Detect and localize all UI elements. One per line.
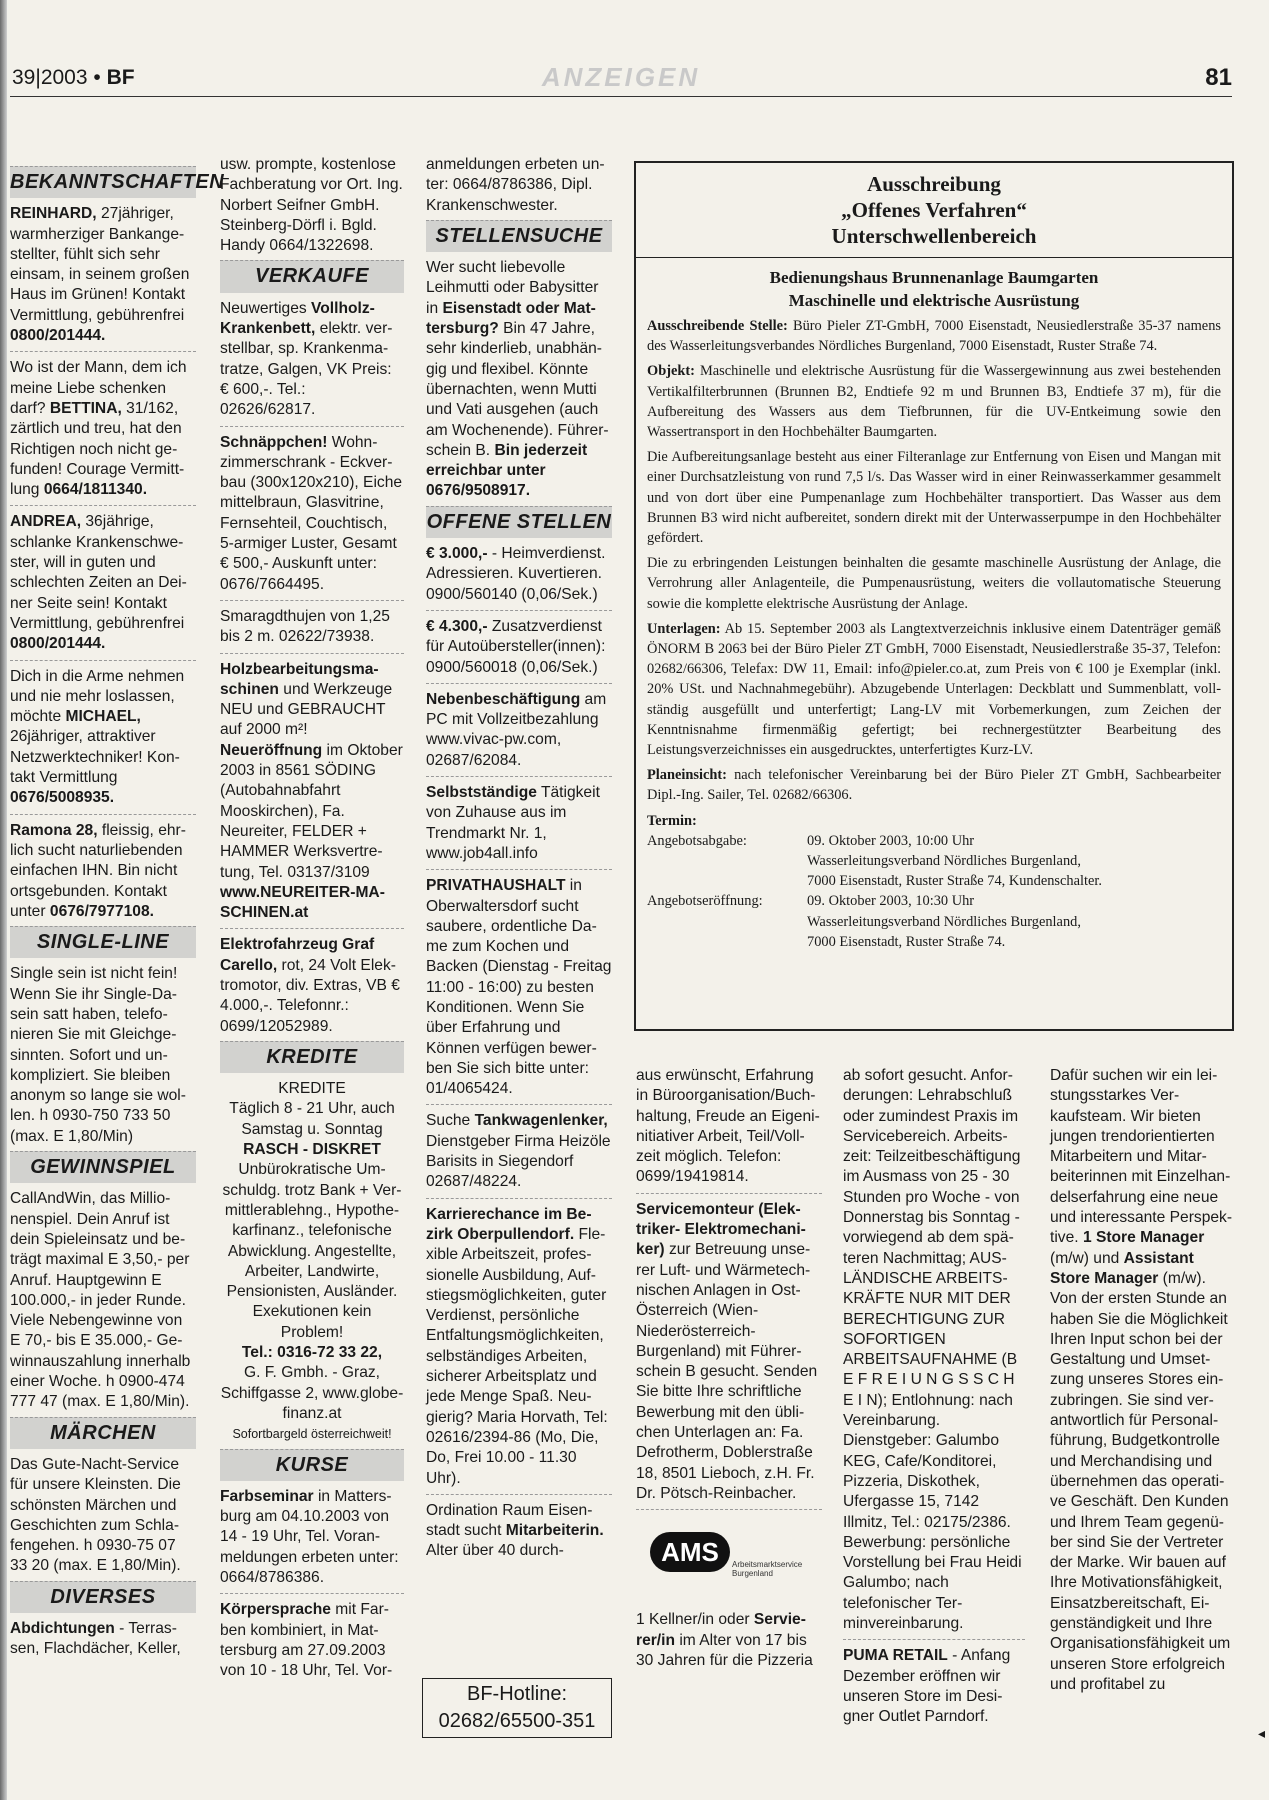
category-bekanntschaften: BEKANNTSCHAFTEN	[10, 166, 196, 198]
list-item: Körpersprache mit Farben kombiniert, in Mattersburg am 27.09.2003 von 10 - 18 Uhr, Tel. Vor-	[220, 1601, 393, 1680]
list-item: Holzbearbeitungsmaschinen und Werkzeuge NEU und GEBRAUCHT auf 2000 m²! Neueröffnung im Oktober 2003 in 8561 SÖDING (Autobahnabfahrt Mooskirchen), Fa. Neureiter, FELDER + HAMMER Werksvertretung, Tel. 03137/3109 www.NEUREITER-MASCHINEN.at	[220, 660, 403, 922]
divider	[220, 426, 404, 427]
divider	[220, 1593, 404, 1594]
list-item: Wo ist der Mann, dem ich meine Liebe schenken darf? BETTINA, 31/162, zärtlich und treu, hat den Richtigen noch nicht gefunden! Courage Vermittlung 0664/1811340.	[10, 359, 187, 499]
category-maerchen: MÄRCHEN	[10, 1417, 196, 1449]
list-item: Elektrofahrzeug Graf Carello, rot, 24 Volt Elektromotor, div. Extras, VB € 4.000,-. Telefonnr.: 0699/12052989.	[220, 936, 400, 1035]
column-5	[843, 1066, 1025, 1732]
list-item: € 4.300,- Zusatzverdienst für Autoübersteller(innen): 0900/560018 (0,06/Sek.)	[426, 617, 606, 676]
category-gewinnspiel: GEWINNSPIEL	[10, 1151, 196, 1183]
credit-ad: KREDITE Täglich 8 - 21 Uhr, auch Samstag u. Sonntag RASCH - DISKRET Unbürokratische Umschuldg. trotz Bank + Vermittlerablehng., Hypothekarfinanz., telefonische Abwicklung. Angestellte, Arbeiter, Landwirte, Pensionisten, Ausländer. Exekutionen kein Problem! Tel.: 0316-72 33 22, G. F. Gmbh. - Graz, Schiffgasse 2, www.globe-finanz.at Sofortbargeld österreichweit!	[220, 1080, 404, 1442]
list-item: Wer sucht liebevolle Leihmutti oder Babysitter in Eisenstadt oder Mattersburg? Bin 47 Jahre, sehr kinderlieb, unabhängig und flexibel. Könnte übernachten, wenn Mutti und Vati ausgehen (auch am Wochenende). Führerschein B. Bin jederzeit erreichbar unter 0676/9508917.	[426, 259, 609, 500]
hotline-box: BF-Hotline: 02682/65500-351	[422, 1678, 612, 1738]
divider	[426, 1198, 612, 1199]
notice-paragraph: Planeinsicht: nach telefonischer Vereinbarung bei der Büro Pieler ZT GmbH, Sachbearbeiter Dipl.-Ing. Sailer, Tel. 02682/66306.	[647, 767, 1221, 804]
divider	[426, 683, 612, 684]
list-item: Schnäppchen! Wohnzimmerschrank - Eckverbau (300x120x210), Eiche mittelbraun, Glasvitrine, Fernsehteil, Couchtisch, 5-armiger Luster, Gesamt € 500,- Auskunft unter: 0676/7664495.	[220, 433, 403, 593]
page-number: 81	[1205, 64, 1232, 91]
issue-label: 39|2003 • BF	[12, 66, 135, 89]
list-item: Neuwertiges Vollholz-Krankenbett, elektr. verstellbar, sp. Krankenmatratze, Galgen, VK Preis: € 600,-. Tel.: 02626/62817.	[220, 299, 393, 419]
divider	[843, 1639, 1025, 1640]
category-diverses: DIVERSES	[10, 1581, 196, 1613]
list-item: Farbseminar in Mattersburg am 04.10.2003 von 14 - 19 Uhr, Tel. Voranmeldungen erbeten unter: 0664/8786386.	[220, 1487, 399, 1586]
column-4	[636, 1066, 822, 1675]
list-item: Selbstständige Tätigkeit von Zuhause aus im Trendmarkt Nr. 1, www.job4all.info	[426, 784, 600, 862]
category-kurse: KURSE	[220, 1449, 404, 1481]
notice-paragraph: Ausschreibende Stelle: Büro Pieler ZT-GmbH, 7000 Eisenstadt, Neusiedlerstraße 35-37 namens des Wasserleitungsverbandes Nördliches Burgenland, 7000 Eisenstadt, Ruster Straße 74.	[647, 318, 1221, 355]
list-item: € 3.000,- - Heimverdienst. Adressieren. Kuvertieren. 0900/560140 (0,06/Sek.)	[426, 545, 606, 603]
tender-notice: Ausschreibung „Offenes Verfahren“ Unterschwellenbereich Bedienungshaus Brunnenanlage Baumgarten Maschinelle und elektrische Ausrüstung Ausschreibende Stelle: Büro Pieler ZT-GmbH, 7000 Eisenstadt, Neusiedlerstraße 35-37 namens des Wasserleitungsverbandes Nördliches Burgenland, 7000 Eisenstadt, Ruster Straße 74. Objekt: Maschinelle und elektrische Ausrüstung für die Wassergewinnung aus zwei bestehenden Vertikalfilterbrunnen (Brunnen B2, Endtiefe 92 m und Brunnen B3, Endtiefe 37 m), für die Aufbereitung des Wassers aus dem Tiefbrunnen, für die UV-Entkeimung sowie den Wassertransport in den Hochbehälter Baumgarten. Die Aufbereitungsanlage besteht aus einer Filteranlage zur Entfernung von Eisen und Mangan mit einer Durchsatzleistung von rund 7,5 l/s. Das Wasser wird in einer Reinwasserkammer gesammelt und von dort über eine Pumpenanlage zum Hochbehälter transportiert. Das Wasser aus dem Brunnen B3 wird nicht aufbereitet, sondern direkt mit der Unterwasserpumpe in den Hochbehälter gefördert. Die zu erbringenden Leistungen beinhalten die gesamte maschinelle Ausrüstung der Anlage, die Verrohrung aller Anlagenteile, die Pumpenausrüstung, weiters die vollautomatische Steuerung sowie die komplette elektrische Ausrüstung der Anlage. Unterlagen: Ab 15. September 2003 als Langtextverzeichnis inklusive einem Datenträger gemäß ÖNORM B 2063 bei der Büro Pieler ZT GmbH, 7000 Eisenstadt, Neusiedlerstraße 35-37, Telefon: 02682/66306, Telefax: DW 11, Email: info@pieler.co.at, zum Preis von € 100 je Exemplar (inkl. 20% USt. und Nachnahmegebühr). Abzugebende Unterlagen: Deckblatt und Summenblatt, vollständig ausgefüllt und unterfertigt; Lang-LV mit Vorbemerkungen, zum Zeichen der Kenntnisnahme firmenmäßig gefertigt; bei rechnergestützter Bearbeitung des Leistungsverzeichnisses ein ausgedrucktes, unterfertigtes Kurz-LV. Planeinsicht: nach telefonischer Vereinbarung bei der Büro Pieler ZT GmbH, Sachbearbeiter Dipl.-Ing. Sailer, Tel. 02682/66306. Termin: Angebotsabgabe: 09. Oktober 2003, 10:00 Uhr Wasserleitungsverband Nördliches Burgenland, 7000 Eisenstadt, Ruster Straße 74, Kundenschalter. Angebotseröffnung: 09. Oktober 2003, 10:30 Uhr Wasserleitungsverband Nördliches Burgenland, 7000 Eisenstadt, Ruster Straße 74.	[634, 161, 1234, 1031]
category-offene-stellen: OFFENE STELLEN	[426, 506, 612, 538]
list-item: Nebenbeschäftigung am PC mit Vollzeitbezahlung www.vivac-pw.com, 02687/62084.	[426, 690, 607, 769]
list-item: Ramona 28, fleissig, ehrlich sucht naturliebenden einfachen IHN. Bin nicht ortsgebunden. Kontakt unter 0676/7977108.	[10, 821, 186, 920]
page-edge-shadow	[0, 0, 7, 1800]
page-header	[10, 56, 1232, 97]
divider	[10, 660, 196, 661]
divider	[636, 1509, 822, 1510]
list-item: PRIVATHAUSHALT in Oberwaltersdorf sucht saubere, ordentliche Dame zum Kochen und Backen (Dienstag - Freitag 11:00 - 16:00) zu besten Konditionen. Wenn Sie über Erfahrung und Können verfügen bewerben Sie sich bitte unter: 01/4065424.	[426, 877, 612, 1098]
termin-row: Angebotsabgabe: 09. Oktober 2003, 10:00 Uhr Wasserleitungsverband Nördliches Burgenland, 7000 Eisenstadt, Ruster Straße 74, Kundenschalter.	[647, 832, 1102, 890]
notice-title: Ausschreibung	[867, 172, 1001, 196]
list-item: Dich in die Arme nehmen und nie mehr loslassen, möchte MICHAEL, 26jähriger, attraktiver Netzwerktechniker! Kontakt Vermittlung 0676/5008935.	[10, 667, 185, 807]
ams-logo: AMS Arbeitsmarktservice Burgenland	[636, 1522, 822, 1600]
column-6	[1050, 1066, 1234, 1699]
list-item: Servicemonteur (Elektriker- Elektromechaniker) zur Betreuung unserer Luft- und Wärmetechnischen Anlagen in Ost-Österreich (Wien-Niederösterreich-Burgenland) mit Führerschein B gesucht. Senden Sie bitte Ihre schriftliche Bewerbung mit den üblichen Unterlagen an: Fa. Defrotherm, Doblerstraße 18, 8501 Lieboch, z.H. Fr. Dr. Pötsch-Reinbacher.	[636, 1200, 818, 1502]
category-kredite: KREDITE	[220, 1041, 404, 1073]
category-single-line: SINGLE-LINE	[10, 926, 196, 958]
termin-label: Termin:	[647, 812, 697, 829]
column-2	[220, 155, 404, 1685]
list-item: aus erwünscht, Erfahrung in Büroorganisation/Buchhaltung, Freude an Eigeninitiativer Arbeit, Teil/Vollzeit möglich. Telefon: 0699/19419814.	[636, 1067, 820, 1186]
divider	[10, 351, 196, 352]
divider	[10, 505, 196, 506]
notice-paragraph: Die zu erbringenden Leistungen beinhalten die gesamte maschinelle Ausrüstung der Anlage, die Verrohrung aller Anlagenteile, die Pumpenausrüstung, weiters die vollautomatische Steuerung sowie die komplette elektrische Ausrüstung der Anlage.	[647, 555, 1221, 612]
divider	[10, 814, 196, 815]
notice-paragraph: Objekt: Maschinelle und elektrische Ausrüstung für die Wassergewinnung aus zwei bestehenden Vertikalfilterbrunnen (Brunnen B2, Endtiefe 92 m und Brunnen B3, Endtiefe 37 m), für die Aufbereitung des Wassers aus dem Tiefbrunnen, für die UV-Entkeimung sowie den Wassertransport in den Hochbehälter Baumgarten.	[647, 363, 1221, 441]
column-1	[10, 162, 225, 1664]
category-verkaufe: VERKAUFE	[220, 260, 404, 292]
list-item: Abdichtungen - Terrassen, Flachdächer, Keller,	[10, 1620, 181, 1658]
list-item: Smaragdthujen von 1,25 bis 2 m. 02622/73938.	[220, 607, 390, 646]
termin-row: Angebotseröffnung: 09. Oktober 2003, 10:30 Uhr Wasserleitungsverband Nördliches Burgenland, 7000 Eisenstadt, Ruster Straße 74.	[647, 893, 1081, 950]
list-item: Ordination Raum Eisenstadt sucht Mitarbeiterin. Alter über 40 durch-	[426, 1501, 604, 1560]
notice-subtitle: Bedienungshaus Brunnenanlage Baumgarten Maschinelle und elektrische Ausrüstung	[769, 268, 1099, 310]
list-item: PUMA RETAIL - Anfang Dezember eröffnen wir unseren Store im Designer Outlet Parndorf.	[843, 1647, 1011, 1726]
list-item: usw. prompte, kostenlose Fachberatung vor Ort. Ing. Norbert Seifner GmbH. Steinberg-Dörfl i. Bgld. Handy 0664/1322698.	[220, 156, 403, 255]
divider	[426, 869, 612, 870]
list-item: Karrierechance im Bezirk Oberpullendorf. Flexible Arbeitszeit, professionelle Ausbildung, Aufstiegsmöglichkeiten, guter Verdienst, persönliche Entfaltungsmöglichkeiten, selbständiges Arbeiten, sicherer Arbeitsplatz und jede Menge Spaß. Neugierig? Maria Horvath, Tel: 02616/2394-86 (Mo, Die, Do, Frei 10.00 - 11.30 Uhr).	[426, 1205, 608, 1487]
ams-logo-mark: AMS	[650, 1532, 730, 1572]
notice-paragraph: Unterlagen: Ab 15. September 2003 als Langtextverzeichnis inklusive einem Datenträger gemäß ÖNORM B 2063 bei der Büro Pieler ZT GmbH, 7000 Eisenstadt, Neusiedlerstraße 35-37, Telefon: 02682/66306, Telefax: DW 11, Email: info@pieler.co.at, zum Preis von € 100 je Exemplar (inkl. 20% USt. und Nachnahmegebühr). Abzugebende Unterlagen: Deckblatt und Summenblatt, vollständig ausgefüllt und unterfertigt; Lang-LV mit Vorbemerkungen, zum Zeichen der Kenntnisnahme firmenmäßig gefertigt; bei rechnergestützter Bearbeitung des Leistungsverzeichnisses ein ausgedrucktes, unterfertigtes Kurz-LV.	[647, 620, 1221, 759]
divider	[426, 776, 612, 777]
column-3	[426, 155, 612, 1566]
section-title: ANZEIGEN	[541, 62, 701, 92]
notice-paragraph: Die Aufbereitungsanlage besteht aus einer Filteranlage zur Entfernung von Eisen und Mangan mit einer Durchsatzleistung von rund 7,5 l/s. Das Wasser wird in einer Reinwasserkammer gesammelt und von dort über eine Pumpenanlage zum Hochbehälter transportiert. Das Wasser aus dem Brunnen B3 wird nicht aufbereitet, sondern direkt mit der Unterwasserpumpe in den Hochbehälter gefördert.	[647, 449, 1221, 547]
list-item: 1 Kellner/in oder Servierer/in im Alter von 17 bis 30 Jahren für die Pizzeria	[636, 1611, 813, 1669]
category-stellensuche: STELLENSUCHE	[426, 220, 612, 252]
divider	[220, 600, 404, 601]
list-item: anmeldungen erbeten unter: 0664/8786386, Dipl. Krankenschwester.	[426, 156, 605, 214]
divider	[636, 1193, 822, 1194]
list-item: ab sofort gesucht. Anforderungen: Lehrabschluß oder zumindest Praxis im Servicebereich. Arbeitszeit: Teilzeitbeschäftigung im Ausmass von 25 - 30 Stunden pro Woche - von Donnerstag bis Sonntag - vorwiegend ab dem späteren Nachmittag; AUSLÄNDISCHE ARBEITSKRÄFTE NUR MIT DER BERECHTIGUNG ZUR SOFORTIGEN ARBEITSAUFNAHME (B E F R E I U N G S S C H E I N); Entlohnung: nach Vereinbarung. Dienstgeber: Galumbo KEG, Cafe/Konditorei, Pizzeria, Diskothek, Ufergasse 15, 7142 Illmitz, Tel.: 02175/2386. Bewerbung: persönliche Vorstellung bei Frau Heidi Galumbo; nach telefonischer Terminvereinbarung.	[843, 1067, 1022, 1633]
divider	[426, 1494, 612, 1495]
list-item: REINHARD, 27jähriger, warmherziger Bankangestellter, fühlt sich sehr einsam, in seinem großen Haus im Grünen! Kontakt Vermittlung, gebührenfrei 0800/201444.	[10, 205, 190, 345]
brand-label: BF	[106, 66, 135, 89]
divider	[426, 610, 612, 611]
page-corner-mark: ◂	[1258, 1725, 1266, 1741]
divider	[636, 257, 1232, 258]
divider	[426, 1104, 612, 1105]
list-item: Suche Tankwagenlenker, Dienstgeber Firma Heizöle Barisits in Siegendorf 02687/48224.	[426, 1112, 611, 1191]
list-item: Dafür suchen wir ein leistungsstarkes Verkaufsteam. Wir bieten jungen trendorientierten Mitarbeitern und Mitarbeiterinnen mit Einzelhandelserfahrung eine neue und interessante Perspektive. 1 Store Manager (m/w) und Assistant Store Manager (m/w). Von der ersten Stunde an haben Sie die Möglichkeit Ihren Input schon bei der Gestaltung und Umsetzung unseres Stores einzubringen. Sie sind verantwortlich für Personalführung, Budgetkontrolle und Merchandising und übernehmen das operative Geschäft. Den Kunden und Ihrem Team gegenüber sind Sie der Vertreter der Marke. Wir bauen auf Ihre Motivationsfähigkeit, Einsatzbereitschaft, Eigenständigkeit und Ihre Organisationsfähigkeit um unseren Store erfolgreich und profitabel zu	[1050, 1067, 1233, 1693]
list-item: CallAndWin, das Millionenspiel. Dein Anruf ist dein Spieleinsatz und beträgt maximal E 3,50,- per Anruf. Hauptgewinn E 100.000,- in jeder Runde. Viele Nebengewinne von E 70,- bis E 35.000,- Gewinnauszahlung innerhalb einer Woche. h 0900-474 777 47 (max. E 1,80/Min).	[10, 1190, 191, 1411]
divider	[220, 653, 404, 654]
list-item: Single sein ist nicht fein! Wenn Sie ihr Single-Dasein satt haben, telefonieren Sie mit Gleichgesinnten. Sofort und unkompliziert. Sie bleiben anonym so lange sie wollen. h 0930-750 733 50 (max. E 1,80/Min)	[10, 965, 186, 1145]
divider	[220, 928, 404, 929]
list-item: ANDREA, 36jährige, schlanke Krankenschwester, will in guten und schlechten Zeiten an Deiner Seite sein! Kontakt Vermittlung, gebührenfrei 0800/201444.	[10, 513, 187, 653]
list-item: Das Gute-Nacht-Service für unsere Kleinsten. Die schönsten Märchen und Geschichten zum Schlafengehen. h 0930-75 07 33 20 (max. E 1,80/Min).	[10, 1455, 181, 1575]
